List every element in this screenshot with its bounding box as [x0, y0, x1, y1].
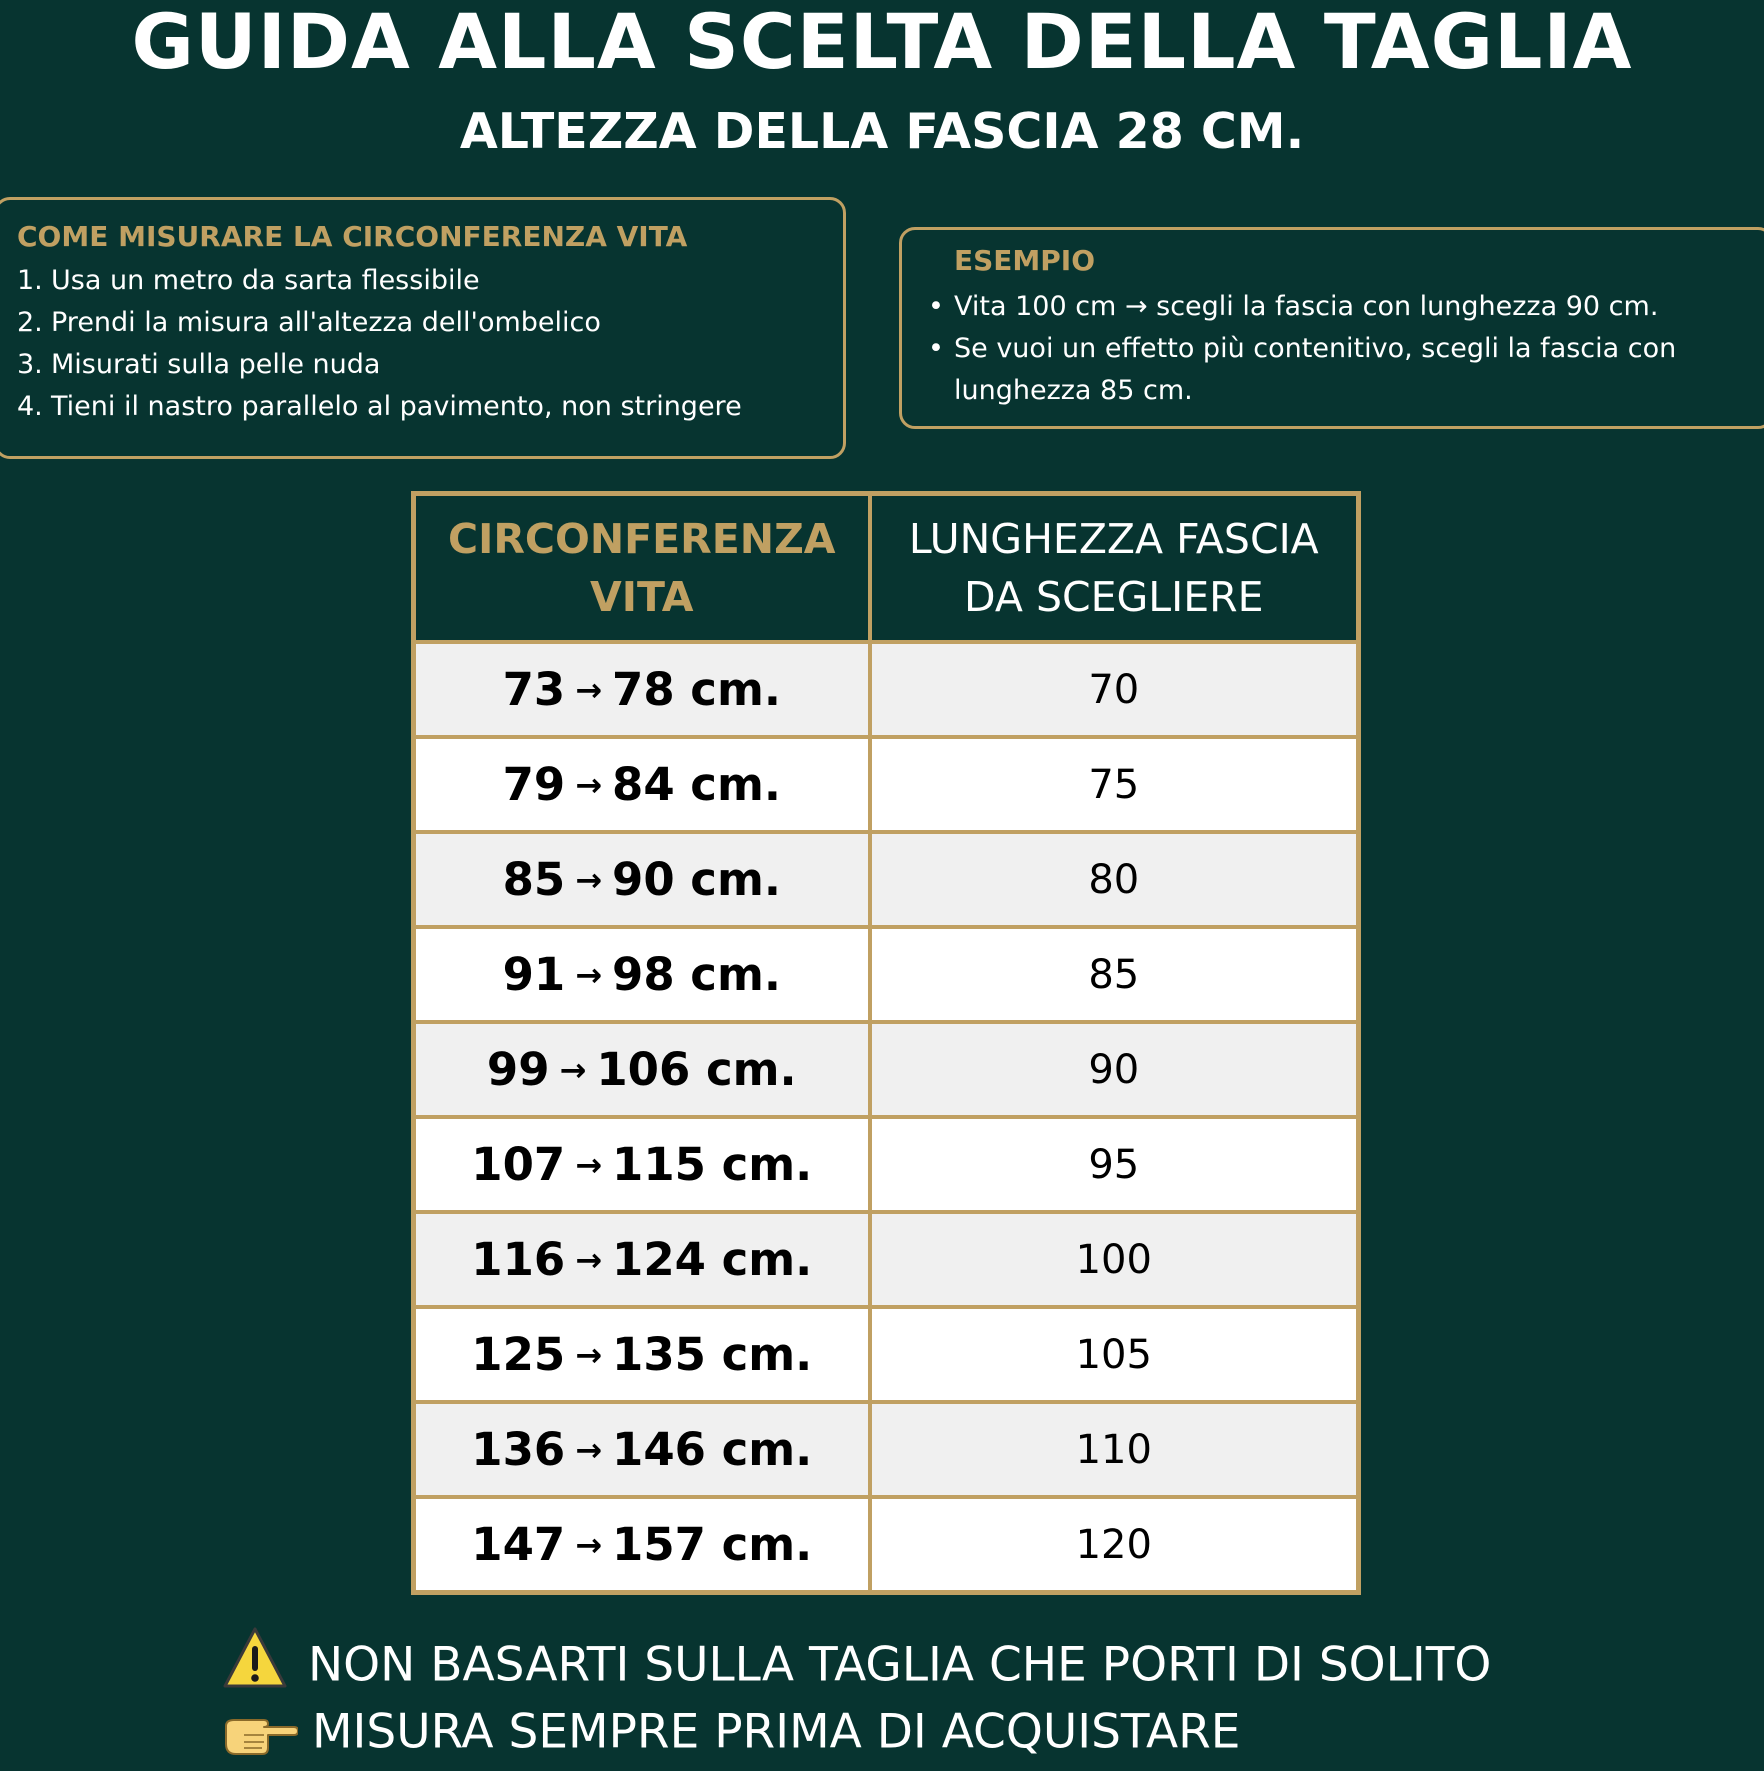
waist-range-cell [414, 927, 870, 1022]
table-row [414, 737, 1359, 832]
arrow-right-icon: → [575, 1241, 603, 1279]
table-header-row [414, 494, 1359, 643]
range-to: 98 cm. [612, 948, 781, 1001]
step-number: 3. [17, 349, 43, 380]
example-bullet-text: Se vuoi un effetto più contenitivo, scegli la fascia con lunghezza 85 cm. [954, 333, 1677, 406]
length-cell: 70 [870, 642, 1359, 737]
arrow-right-icon: → [575, 1146, 603, 1184]
length-cell: 90 [870, 1022, 1359, 1117]
range-to: 115 cm. [612, 1138, 813, 1191]
table-row [414, 1212, 1359, 1307]
page-subtitle: ALTEZZA DELLA FASCIA 28 CM. [459, 103, 1305, 160]
arrow-right-icon: → [575, 1526, 603, 1564]
waist-range-cell [414, 1402, 870, 1497]
arrow-right-icon: → [575, 766, 603, 804]
example-bullet [928, 328, 1751, 412]
waist-range-cell [414, 832, 870, 927]
range-to: 90 cm. [612, 853, 781, 906]
measure-step [17, 302, 823, 344]
length-cell: 95 [870, 1117, 1359, 1212]
example-box [899, 227, 1764, 429]
arrow-right-icon: → [575, 1336, 603, 1374]
bullet-dot-icon: • [928, 333, 944, 364]
page-title: GUIDA ALLA SCELTA DELLA TAGLIA [131, 0, 1633, 86]
waist-range-cell [414, 1307, 870, 1402]
length-cell: 105 [870, 1307, 1359, 1402]
length-cell: 85 [870, 927, 1359, 1022]
step-text: Prendi la misura all'altezza dell'ombelico [51, 307, 601, 338]
range-to: 146 cm. [612, 1423, 813, 1476]
warning-notice [222, 1625, 1491, 1706]
arrow-right-icon: → [559, 1051, 587, 1089]
range-from: 85 [502, 853, 566, 906]
length-cell: 75 [870, 737, 1359, 832]
range-from: 73 [502, 663, 566, 716]
step-text: Misurati sulla pelle nuda [51, 349, 381, 380]
length-cell: 100 [870, 1212, 1359, 1307]
step-number: 1. [17, 265, 43, 296]
table-row [414, 642, 1359, 737]
example-bullet-text: Vita 100 cm → scegli la fascia con lunghezza 90 cm. [954, 291, 1659, 322]
how-to-measure-box [0, 197, 846, 459]
waist-range-cell [414, 1212, 870, 1307]
step-number: 4. [17, 391, 43, 422]
example-bullet [928, 286, 1751, 328]
table-row [414, 1402, 1359, 1497]
how-to-measure-heading: COME MISURARE LA CIRCONFERENZA VITA [17, 220, 688, 253]
example-bullets [928, 286, 1751, 412]
step-number: 2. [17, 307, 43, 338]
range-from: 79 [502, 758, 566, 811]
waist-range-cell [414, 1022, 870, 1117]
length-header-line2: DA SCEGLIERE [964, 573, 1264, 621]
warning-icon [222, 1625, 288, 1706]
arrow-right-icon: → [575, 861, 603, 899]
waist-header-line1: CIRCONFERENZA [448, 515, 836, 563]
step-text: Tieni il nastro parallelo al pavimento, non stringere [51, 391, 742, 422]
waist-column-header [414, 494, 870, 643]
arrow-right-icon: → [575, 1431, 603, 1469]
range-to: 106 cm. [596, 1043, 797, 1096]
example-heading: ESEMPIO [954, 244, 1096, 277]
table-row [414, 1022, 1359, 1117]
pointing-hand-icon [222, 1711, 298, 1755]
bullet-dot-icon: • [928, 291, 944, 322]
range-from: 116 [471, 1233, 566, 1286]
arrow-right-icon: → [575, 956, 603, 994]
tip-text: MISURA SEMPRE PRIMA DI ACQUISTARE [312, 1704, 1241, 1760]
table-row [414, 832, 1359, 927]
length-column-header [870, 494, 1359, 643]
waist-range-cell [414, 737, 870, 832]
measure-step [17, 344, 823, 386]
range-from: 107 [471, 1138, 566, 1191]
range-from: 136 [471, 1423, 566, 1476]
table-row [414, 927, 1359, 1022]
measure-step [17, 260, 823, 302]
range-to: 84 cm. [612, 758, 781, 811]
length-cell: 80 [870, 832, 1359, 927]
length-header-line1: LUNGHEZZA FASCIA [908, 515, 1319, 563]
range-from: 147 [471, 1518, 566, 1571]
range-to: 78 cm. [612, 663, 781, 716]
waist-range-cell [414, 642, 870, 737]
table-row [414, 1117, 1359, 1212]
tip-notice [222, 1700, 1241, 1763]
arrow-right-icon: → [575, 671, 603, 709]
range-from: 91 [502, 948, 566, 1001]
table-row [414, 1497, 1359, 1593]
waist-range-cell [414, 1497, 870, 1593]
waist-header-line2: VITA [590, 573, 694, 621]
length-cell: 120 [870, 1497, 1359, 1593]
table-row [414, 1307, 1359, 1402]
length-cell: 110 [870, 1402, 1359, 1497]
waist-range-cell [414, 1117, 870, 1212]
range-to: 157 cm. [612, 1518, 813, 1571]
how-to-measure-steps [17, 260, 823, 428]
size-table [411, 491, 1361, 1595]
range-to: 124 cm. [612, 1233, 813, 1286]
measure-step [17, 386, 823, 428]
range-from: 99 [486, 1043, 550, 1096]
range-to: 135 cm. [612, 1328, 813, 1381]
warning-text: NON BASARTI SULLA TAGLIA CHE PORTI DI SOLITO [308, 1637, 1492, 1693]
step-text: Usa un metro da sarta flessibile [51, 265, 480, 296]
range-from: 125 [471, 1328, 566, 1381]
